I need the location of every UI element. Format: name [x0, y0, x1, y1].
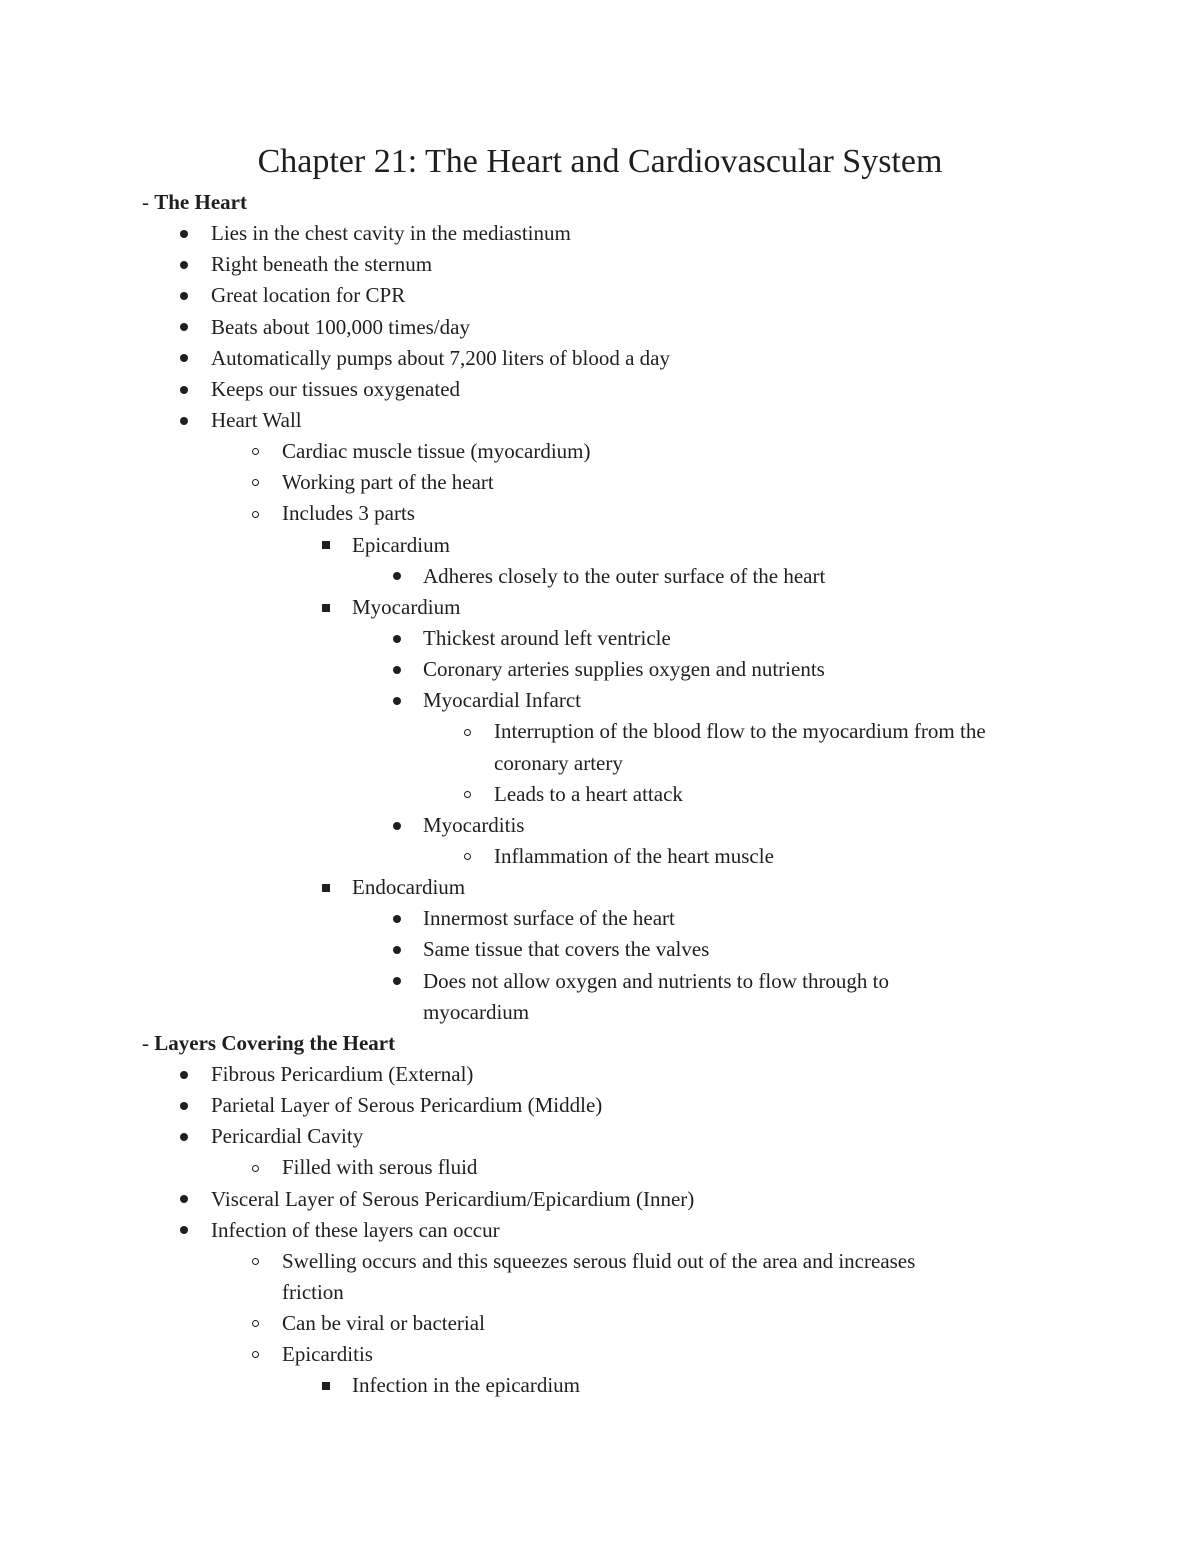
list-item	[0, 872, 1200, 903]
list-item	[0, 1152, 1200, 1183]
list-item	[0, 249, 1200, 280]
dash-marker: -	[142, 1030, 155, 1055]
list-item-text: Swelling occurs and this squeezes serous fluid out of the area and increases	[282, 1248, 916, 1273]
list-item-text: Coronary arteries supplies oxygen and nutrients	[423, 657, 825, 682]
filled-bullet-icon	[393, 666, 401, 674]
hollow-bullet-icon	[464, 791, 471, 798]
list-item	[0, 1184, 1200, 1215]
list-item-text: Epicardium	[352, 532, 450, 557]
section-heading-label: The Heart	[154, 190, 247, 214]
filled-bullet-icon	[393, 946, 401, 954]
list-item-text: Parietal Layer of Serous Pericardium (Middle)	[211, 1093, 603, 1118]
list-item-text: Infection of these layers can occur	[211, 1217, 500, 1242]
bullet-marker	[174, 1121, 194, 1152]
list-item	[0, 685, 1200, 716]
list-item-text: Can be viral or bacterial	[282, 1311, 485, 1336]
list-item-text: Cardiac muscle tissue (myocardium)	[282, 439, 591, 464]
bullet-marker	[245, 1339, 265, 1370]
bullet-marker	[387, 685, 407, 716]
list-item	[0, 467, 1200, 498]
list-item	[0, 374, 1200, 405]
list-item-text: Myocardial Infarct	[423, 688, 582, 713]
list-item	[0, 810, 1200, 841]
list-item-text: Myocarditis	[423, 812, 525, 837]
list-item-text: Fibrous Pericardium (External)	[211, 1061, 474, 1086]
list-item-text: Includes 3 parts	[282, 501, 415, 526]
list-item-text: Automatically pumps about 7,200 liters of blood a day	[211, 345, 671, 370]
list-item	[0, 280, 1200, 311]
list-item-text: coronary artery	[494, 750, 623, 775]
bullet-marker	[174, 1215, 194, 1246]
section-heading	[0, 1028, 1200, 1059]
filled-bullet-icon	[180, 1102, 188, 1110]
list-item-text: Endocardium	[352, 875, 466, 900]
bullet-marker	[174, 374, 194, 405]
list-item-text: Epicarditis	[282, 1342, 373, 1367]
list-item	[0, 934, 1200, 965]
filled-bullet-icon	[180, 1071, 188, 1079]
bullet-marker	[387, 934, 407, 965]
bullet-marker	[174, 218, 194, 249]
section-heading	[0, 187, 1200, 218]
bullet-marker	[174, 280, 194, 311]
square-bullet-icon	[322, 604, 330, 612]
list-item	[0, 1370, 1200, 1401]
list-item-text: Adheres closely to the outer surface of the heart	[423, 563, 826, 588]
list-item	[0, 1121, 1200, 1152]
document-title: Chapter 21: The Heart and Cardiovascular System	[257, 143, 943, 180]
filled-bullet-icon	[180, 323, 188, 331]
filled-bullet-icon	[180, 292, 188, 300]
bullet-marker	[245, 1246, 265, 1277]
list-item	[0, 498, 1200, 529]
list-item	[0, 716, 1200, 747]
list-item	[0, 436, 1200, 467]
list-item-text: Same tissue that covers the valves	[423, 937, 710, 962]
hollow-bullet-icon	[252, 1258, 259, 1265]
list-item	[0, 218, 1200, 249]
list-item	[0, 1339, 1200, 1370]
list-item	[0, 530, 1200, 561]
list-item-text: Great location for CPR	[211, 283, 406, 308]
list-item	[0, 1246, 1200, 1277]
list-item-text: Heart Wall	[211, 407, 302, 432]
outline-list	[0, 187, 1200, 1401]
square-bullet-icon	[322, 1382, 330, 1390]
list-item-text: myocardium	[423, 999, 530, 1024]
list-item	[0, 748, 1200, 779]
filled-bullet-icon	[393, 915, 401, 923]
list-item-text: Infection in the epicardium	[352, 1373, 580, 1398]
list-item	[0, 561, 1200, 592]
list-item-text: Inflammation of the heart muscle	[494, 843, 774, 868]
list-item	[0, 966, 1200, 997]
bullet-marker	[245, 1308, 265, 1339]
bullet-marker	[174, 343, 194, 374]
list-item-text: Does not allow oxygen and nutrients to flow through to	[423, 968, 890, 993]
list-item	[0, 1308, 1200, 1339]
bullet-marker	[387, 654, 407, 685]
list-item	[0, 312, 1200, 343]
bullet-marker	[245, 1152, 265, 1183]
bullet-marker	[174, 1059, 194, 1090]
dash-marker: -	[142, 190, 155, 214]
hollow-bullet-icon	[464, 853, 471, 860]
section-heading-label: Layers Covering the Heart	[154, 1030, 396, 1055]
list-item	[0, 623, 1200, 654]
list-item	[0, 405, 1200, 436]
list-item-text: Innermost surface of the heart	[423, 906, 675, 931]
bullet-marker	[174, 405, 194, 436]
filled-bullet-icon	[180, 354, 188, 362]
list-item	[0, 592, 1200, 623]
bullet-marker	[387, 810, 407, 841]
list-item-text: Pericardial Cavity	[211, 1124, 364, 1149]
square-bullet-icon	[322, 884, 330, 892]
bullet-marker	[387, 561, 407, 592]
hollow-bullet-icon	[252, 479, 259, 486]
list-item	[0, 841, 1200, 872]
list-item	[0, 654, 1200, 685]
list-item-text: Myocardium	[352, 594, 461, 619]
bullet-marker	[457, 779, 477, 810]
filled-bullet-icon	[393, 635, 401, 643]
bullet-marker	[245, 498, 265, 529]
bullet-marker	[316, 530, 336, 561]
bullet-marker	[387, 623, 407, 654]
section-heading-text	[142, 1028, 395, 1059]
bullet-marker	[174, 249, 194, 280]
filled-bullet-icon	[180, 1133, 188, 1141]
list-item-text: Lies in the chest cavity in the mediastinum	[211, 221, 571, 246]
bullet-marker	[457, 841, 477, 872]
bullet-marker	[316, 1370, 336, 1401]
list-item-text: Thickest around left ventricle	[423, 625, 671, 650]
list-item	[0, 1277, 1200, 1308]
bullet-marker	[316, 872, 336, 903]
filled-bullet-icon	[180, 1195, 188, 1203]
filled-bullet-icon	[393, 822, 401, 830]
list-item	[0, 997, 1200, 1028]
bullet-marker	[457, 716, 477, 747]
bullet-marker	[316, 592, 336, 623]
hollow-bullet-icon	[252, 1351, 259, 1358]
list-item-text: Beats about 100,000 times/day	[211, 314, 470, 339]
hollow-bullet-icon	[464, 729, 471, 736]
filled-bullet-icon	[180, 230, 188, 238]
bullet-marker	[245, 436, 265, 467]
bullet-marker	[174, 312, 194, 343]
hollow-bullet-icon	[252, 1165, 259, 1172]
list-item-text: Leads to a heart attack	[494, 781, 683, 806]
filled-bullet-icon	[393, 977, 401, 985]
filled-bullet-icon	[180, 1226, 188, 1234]
bullet-marker	[174, 1090, 194, 1121]
bullet-marker	[387, 903, 407, 934]
bullet-marker	[245, 467, 265, 498]
list-item	[0, 343, 1200, 374]
list-item-text: Visceral Layer of Serous Pericardium/Epicardium (Inner)	[211, 1186, 695, 1211]
list-item	[0, 903, 1200, 934]
filled-bullet-icon	[180, 417, 188, 425]
list-item-text: Working part of the heart	[282, 470, 494, 495]
list-item-text: friction	[282, 1279, 344, 1304]
bullet-marker	[387, 966, 407, 997]
filled-bullet-icon	[393, 572, 401, 580]
section-heading-text	[142, 187, 247, 218]
hollow-bullet-icon	[252, 511, 259, 518]
square-bullet-icon	[322, 541, 330, 549]
list-item	[0, 1059, 1200, 1090]
list-item-text: Filled with serous fluid	[282, 1155, 478, 1180]
filled-bullet-icon	[180, 386, 188, 394]
list-item	[0, 1090, 1200, 1121]
list-item-text: Keeps our tissues oxygenated	[211, 376, 461, 401]
hollow-bullet-icon	[252, 448, 259, 455]
list-item-text: Interruption of the blood flow to the myocardium from the	[494, 719, 986, 744]
list-item	[0, 779, 1200, 810]
list-item	[0, 1215, 1200, 1246]
filled-bullet-icon	[180, 261, 188, 269]
filled-bullet-icon	[393, 697, 401, 705]
list-item-text: Right beneath the sternum	[211, 252, 433, 277]
bullet-marker	[174, 1184, 194, 1215]
hollow-bullet-icon	[252, 1320, 259, 1327]
